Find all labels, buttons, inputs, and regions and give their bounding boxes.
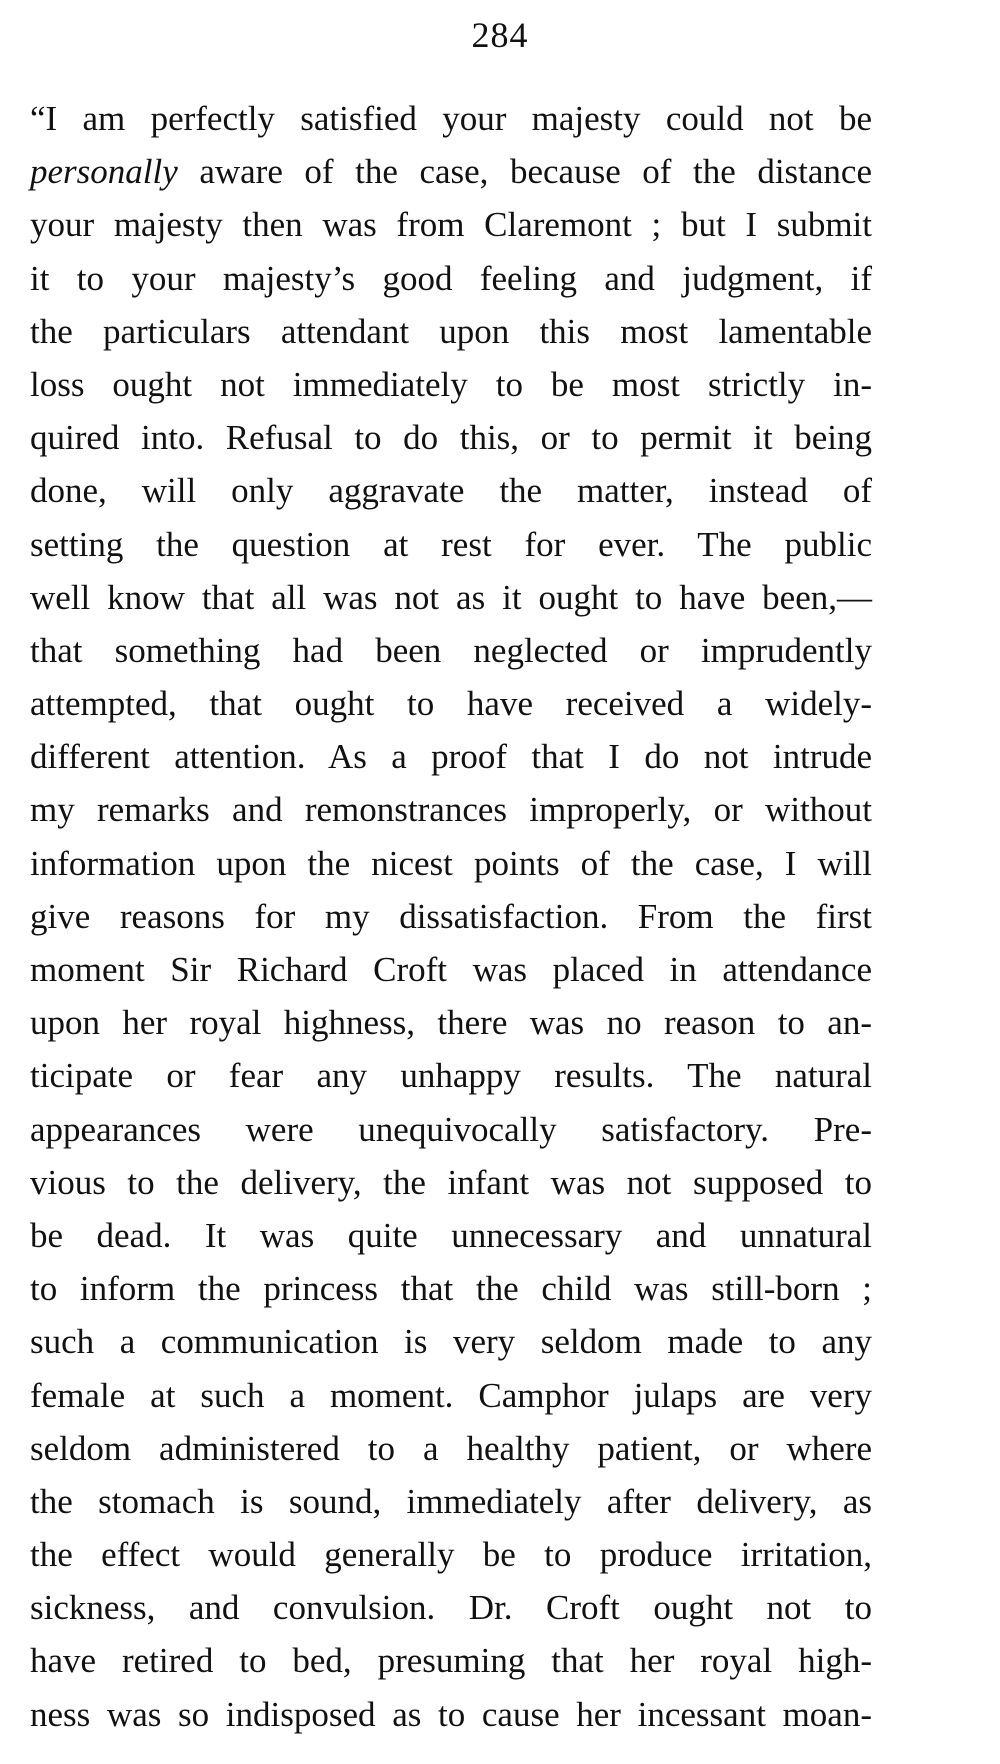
text-line: different attention. As a proof that I do not intrude — [30, 737, 872, 777]
text-line: quired into. Refusal to do this, or to permit it being — [30, 418, 872, 458]
text-line: the effect would generally be to produce irritation, — [30, 1535, 872, 1575]
text-line: well know that all was not as it ought to have been,— — [30, 577, 872, 617]
text-line: ticipate or fear any unhappy results. The natural — [30, 1056, 872, 1096]
text-line: appearances were unequivocally satisfactory. Pre- — [30, 1109, 872, 1149]
text-line: ness was so indisposed as to cause her incessant moan- — [30, 1694, 872, 1734]
text-line: “I am perfectly satisfied your majesty could not be — [30, 99, 872, 138]
text-line: that something had been neglected or imprudently — [30, 630, 872, 670]
text-line: to inform the princess that the child was still-born ; — [30, 1269, 872, 1309]
text-line: attempted, that ought to have received a widely- — [30, 684, 872, 724]
text-line: be dead. It was quite unnecessary and unnatural — [30, 1215, 872, 1255]
italic-word: personally — [30, 152, 178, 192]
text-line: sickness, and convulsion. Dr. Croft ought not to — [30, 1588, 872, 1628]
text-line: it to your majesty’s good feeling and judgment, if — [30, 258, 872, 298]
text-line: such a communication is very seldom made to any — [30, 1322, 872, 1362]
text-line: the particulars attendant upon this most lamentable — [30, 311, 872, 351]
text-line: done, will only aggravate the matter, instead of — [30, 471, 872, 511]
text-line: your majesty then was from Claremont ; but I submit — [30, 205, 872, 245]
text-line — [30, 145, 872, 198]
text-line: give reasons for my dissatisfaction. From the first — [30, 896, 872, 936]
page-number: 284 — [471, 15, 529, 55]
text-line: have retired to bed, presuming that her royal high- — [30, 1641, 872, 1681]
text-line: setting the question at rest for ever. The public — [30, 524, 872, 564]
text-line: moment Sir Richard Croft was placed in attendance — [30, 950, 872, 989]
text-line: loss ought not immediately to be most strictly in- — [30, 364, 872, 404]
text-line: my remarks and remonstrances improperly, or without — [30, 790, 872, 830]
text-line: upon her royal highness, there was no reason to an- — [30, 1003, 872, 1043]
body-text — [30, 92, 872, 1741]
text-line: vious to the delivery, the infant was not supposed to — [30, 1162, 872, 1202]
text-line-rest: aware of the case, because of the distance — [177, 152, 872, 192]
text-line: seldom administered to a healthy patient, or where — [30, 1428, 872, 1468]
text-line: information upon the nicest points of the case, I will — [30, 843, 872, 883]
text-line: the stomach is sound, immediately after delivery, as — [30, 1481, 872, 1521]
text-line: female at such a moment. Camphor julaps are very — [30, 1375, 872, 1415]
